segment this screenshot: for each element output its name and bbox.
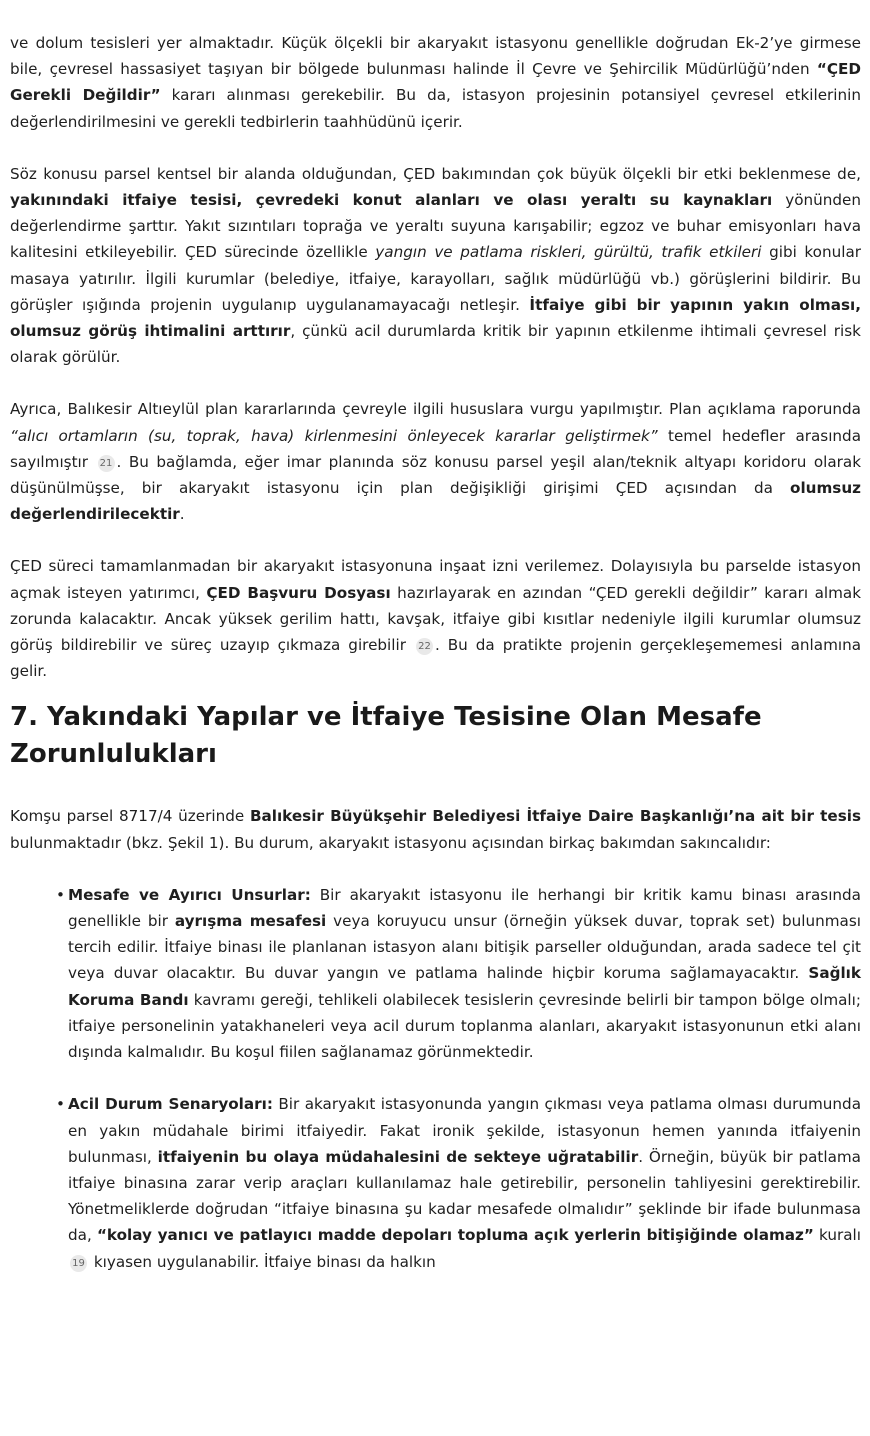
text: Bir akaryakıt istasyonu ile herhangi bir kritik kamu binası arasında genellikle bir xyxy=(68,885,861,931)
text: Söz konusu parsel kentsel bir alanda olduğundan, ÇED bakımından çok büyük ölçekli bir etki beklenmese de, xyxy=(10,164,861,183)
italic-quote: “alıcı ortamların (su, toprak, hava) kirlenmesini önleyecek kararlar geliştirmek” xyxy=(10,426,658,445)
bold-text: Balıkesir Büyükşehir Belediyesi İtfaiye Daire Başkanlığı’na ait bir tesis xyxy=(249,807,861,826)
text: , çünkü acil durumlarda kritik bir yapının etkilenme ihtimali çevresel risk olarak görülür. xyxy=(10,322,861,367)
document-page xyxy=(10,30,861,1275)
text: hazırlayarak en azından “ÇED gerekli değildir” kararı almak zorunda kalacaktır. Ancak yüksek gerilim hattı, kavşak, itfaiye gibi kısıtlar nedeniyle ilgili kurumlar olumsuz görüş bildirebilir ve süreç uzayıp çıkmaza girebilir xyxy=(10,583,861,655)
text: Komşu parsel 8717/4 üzerinde xyxy=(10,807,250,826)
text: yönünden değerlendirme şarttır. Yakıt sızıntıları toprağa ve yeraltı suyuna karışabilir; egzoz ve buhar emisyonları hava kalitesini etkileyebilir. ÇED sürecinde özellikle xyxy=(10,191,861,262)
text: kararı alınması gerekebilir. Bu da, istasyon projesinin potansiyel çevresel etkilerinin değerlendirilmesini ve gerekli tedbirlerin taahhüdünü içerir. xyxy=(10,86,861,131)
italic-text: yangın ve patlama riskleri, gürültü, trafik etkileri xyxy=(375,243,762,262)
bold-text: “kolay yanıcı ve patlayıcı madde depoları topluma açık yerlerin bitişiğinde olamaz” xyxy=(96,1226,814,1245)
bullet-list xyxy=(10,882,861,1275)
text: veya koruyucu unsur (örneğin yüksek duvar, toprak set) bulunması tercih edilir. İtfaiye binası ile planlanan istasyon alanı bitişik parseller olduğundan, arada sadece tel çit veya duvar olacaktır. Bu duvar yangın ve patlama halinde hiçbir koruma sağlamayacaktır. xyxy=(68,912,861,983)
footnote-ref[interactable]: 22 xyxy=(416,638,433,655)
paragraph-plan-decisions xyxy=(10,396,861,527)
bold-text: ÇED Başvuru Dosyası xyxy=(206,583,391,602)
text: temel hedefler arasında sayılmıştır xyxy=(10,426,862,471)
paragraph-ced-assessment xyxy=(10,161,861,371)
list-spacer xyxy=(10,1065,861,1091)
text: gibi konular masaya yatırılır. İlgili kurumlar (belediye, itfaiye, karayolları, sağlık müdürlüğü vb.) görüşlerini bildirir. Bu görüşler ışığında projenin uygulanıp uygulanamayacağı netleşir. xyxy=(10,243,861,314)
bold-text: Sağlık Koruma Bandı xyxy=(68,964,861,1009)
text: . Bu bağlamda, eğer imar planında söz konusu parsel yeşil alan/teknik altyapı koridoru olarak düşünülmüşse, bir akaryakıt istasyonu için plan değişikliği girişimi ÇED açısından da xyxy=(10,452,861,498)
footnote-ref[interactable]: 21 xyxy=(98,455,115,472)
bold-text: olumsuz değerlendirilecektir xyxy=(10,479,861,524)
text: . xyxy=(179,505,185,524)
section-heading: 7. Yakındaki Yapılar ve İtfaiye Tesisine Olan Mesafe Zorunlulukları xyxy=(10,702,762,770)
paragraph-neighbor-parcel xyxy=(10,803,861,855)
text: Ayrıca, Balıkesir Altıeylül plan kararlarında çevreyle ilgili hususlara vurgu yapılmıştır. Plan açıklama raporunda xyxy=(10,400,861,419)
text: . Örneğin, büyük bir patlama itfaiye binasına zarar verip araçları kullanılamaz hale getirebilir, personelin tahliyesini gerektirebilir. Yönetmeliklerde doğrudan “itfaiye binasına şu kadar mesafede olmalıdır” şeklinde bir ifade bulunmasa da, xyxy=(68,1147,861,1245)
bold-text: Mesafe ve Ayırıcı Unsurlar: xyxy=(68,885,311,904)
text: kuralı xyxy=(813,1226,861,1245)
bullet-marker: • xyxy=(56,1095,65,1114)
text: kavramı gereği, tehlikeli olabilecek tesislerin çevresinde belirli bir tampon bölge olmalı; itfaiye personelinin yatakhaneleri veya acil durum toplanma alanları, akaryakıt istasyonunun etki alanı dışında kalmalıdır. Bu koşul fiilen sağlanamaz görünmektedir. xyxy=(68,990,861,1062)
bold-text: yakınındaki itfaiye tesisi, çevredeki konut alanları ve olası yeraltı su kaynakları xyxy=(10,191,773,210)
list-item-text xyxy=(68,1091,861,1274)
bullet-marker: • xyxy=(56,885,65,904)
bold-text: “ÇED Gerekli Değildir” xyxy=(10,60,861,105)
text: kıyasen uygulanabilir. İtfaiye binası da halkın xyxy=(89,1252,436,1271)
text: ÇED süreci tamamlanmadan bir akaryakıt istasyonuna inşaat izni verilemez. Dolayısıyla bu parselde istasyon açmak isteyen yatırımcı, xyxy=(10,557,861,602)
text: bulunmaktadır (bkz. Şekil 1). Bu durum, akaryakıt istasyonu açısından birkaç bakımdan sakıncalıdır: xyxy=(10,833,771,852)
bold-text: ayrışma mesafesi xyxy=(174,912,327,931)
list-item xyxy=(10,1091,861,1274)
list-item xyxy=(10,882,861,1065)
list-item-text xyxy=(68,882,861,1065)
paragraph-construction-permit xyxy=(10,553,861,684)
bold-text: Acil Durum Senaryoları: xyxy=(68,1095,273,1114)
footnote-ref[interactable]: 19 xyxy=(70,1255,87,1272)
paragraph-ced-intro xyxy=(10,30,861,135)
text: . Bu da pratikte projenin gerçekleşememesi anlamına gelir. xyxy=(10,636,862,681)
bold-text: itfaiyenin bu olaya müdahalesini de sekteye uğratabilir xyxy=(157,1147,639,1166)
text: ve dolum tesisleri yer almaktadır. Küçük ölçekli bir akaryakıt istasyonu genellikle doğrudan Ek-2’ye girmese bile, çevresel hassasiyet taşıyan bir bölgede bulunması halinde İl Çevre ve Şehircilik Müdürlüğü’nden xyxy=(10,34,861,79)
bold-text: İtfaiye gibi bir yapının yakın olması, olumsuz görüş ihtimalini arttırır xyxy=(10,295,861,341)
text: Bir akaryakıt istasyonunda yangın çıkması veya patlama olması durumunda en yakın müdahale birimi itfaiyedir. Fakat ironik şekilde, istasyonun hemen yanında itfaiyenin bulunması, xyxy=(68,1095,861,1166)
